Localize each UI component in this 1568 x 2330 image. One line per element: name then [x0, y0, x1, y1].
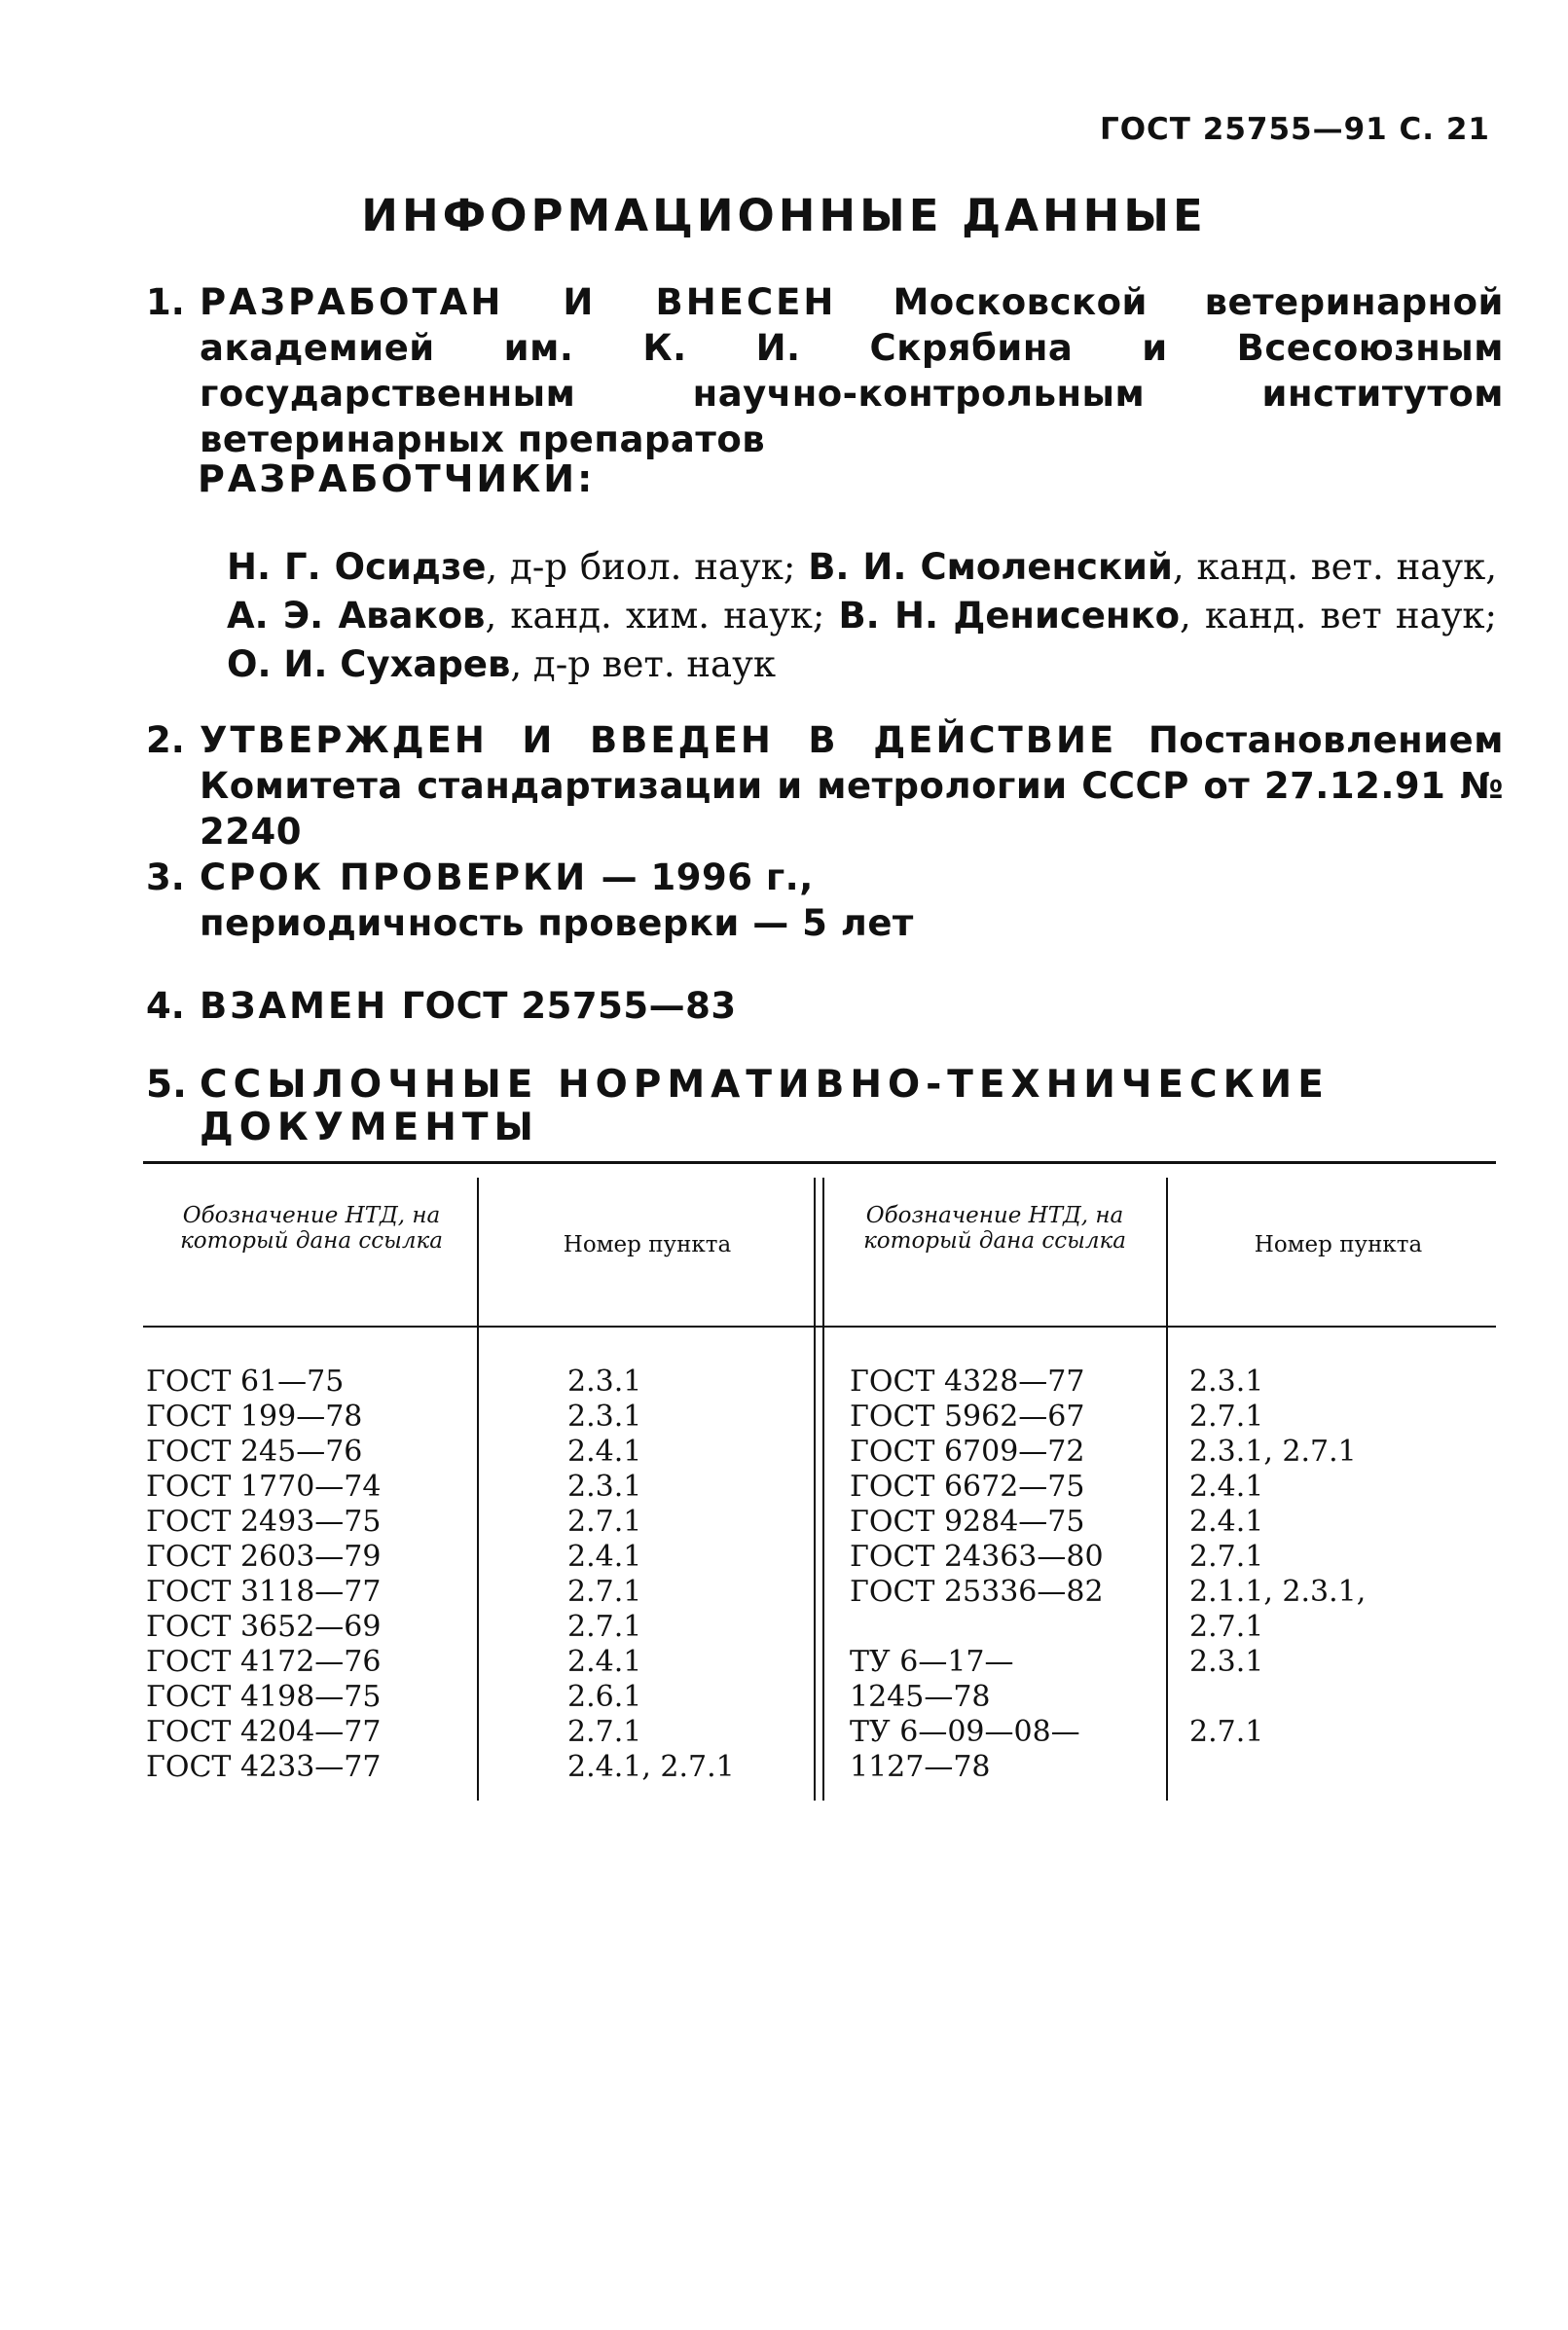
table-cell-point: 2.4.1, 2.7.1: [567, 1750, 735, 1784]
table-divider: [822, 1178, 824, 1801]
table-cell-point: 2.4.1: [1189, 1505, 1264, 1539]
table-cell-point: 2.7.1: [567, 1610, 642, 1644]
table-cell-point: [1189, 1750, 1366, 1785]
item-5-lead: ССЫЛОЧНЫЕ НОРМАТИВНО-ТЕХНИЧЕСКИЕ ДОКУМЕНТЫ: [200, 1063, 1330, 1149]
right-points-column: [1189, 1365, 1366, 1785]
table-cell-ntd: ТУ 6—09—08—: [850, 1715, 1080, 1749]
item-3-number: 3.: [146, 856, 185, 898]
header-point-left: Номер пункта: [563, 1232, 732, 1257]
item-2-number: 2.: [146, 719, 185, 761]
right-docs-column: [850, 1365, 1104, 1785]
table-cell-point: 2.7.1: [1189, 1400, 1264, 1434]
page-header: ГОСТ 25755—91 С. 21: [1099, 112, 1490, 147]
item-1-lead: РАЗРАБОТАН И ВНЕСЕН: [200, 281, 837, 323]
developer-degree: , канд. вет. наук,: [1172, 546, 1498, 588]
header-point-right: Номер пункта: [1254, 1232, 1423, 1257]
table-cell-point: 2.7.1: [567, 1715, 642, 1749]
item-4: [146, 983, 1504, 1029]
developer-degree: , д-р вет. наук: [510, 643, 776, 685]
table-cell-ntd: ГОСТ 2603—79: [146, 1540, 382, 1574]
table-cell-ntd: ГОСТ 3652—69: [146, 1610, 382, 1644]
item-3-lead: СРОК ПРОВЕРКИ: [200, 856, 589, 898]
item-3-text: — 1996 г.,: [588, 856, 814, 898]
table-cell-point: 2.4.1: [1189, 1470, 1264, 1504]
table-header-rule: [143, 1326, 1496, 1328]
table-cell-ntd: ГОСТ 4172—76: [146, 1645, 382, 1679]
table-cell-ntd: ГОСТ 61—75: [146, 1365, 345, 1399]
table-cell-ntd: ГОСТ 1770—74: [146, 1470, 382, 1504]
item-1: [146, 279, 1504, 462]
left-docs-column: [146, 1365, 381, 1785]
item-3: [146, 855, 1504, 946]
item-4-text: ГОСТ 25755—83: [388, 985, 737, 1027]
table-cell-ntd: ГОСТ 6709—72: [850, 1435, 1085, 1469]
table-cell-point: 2.3.1: [1189, 1365, 1264, 1399]
developer-name: О. И. Сухарев: [227, 643, 511, 685]
header-ntd-right: Обозначение НТД, на который дана ссылка: [863, 1203, 1126, 1254]
table-top-rule: [143, 1161, 1496, 1164]
table-cell-ntd: ТУ 6—17—: [850, 1645, 1014, 1679]
table-divider: [1166, 1178, 1168, 1801]
item-4-number: 4.: [146, 985, 185, 1027]
table-cell-ntd: ГОСТ 9284—75: [850, 1505, 1085, 1539]
header-ntd-left: Обозначение НТД, на который дана ссылка: [180, 1203, 443, 1254]
table-cell-ntd: 1245—78: [850, 1680, 991, 1714]
developer-name: В. Н. Денисенко: [838, 595, 1181, 637]
table-cell-point: 2.3.1: [567, 1400, 642, 1434]
table-cell-ntd: ГОСТ 6672—75: [850, 1470, 1085, 1504]
table-cell-ntd: 1127—78: [850, 1750, 991, 1784]
item-1-number: 1.: [146, 281, 185, 323]
table-cell-point: [1189, 1680, 1366, 1715]
table-cell-ntd: [850, 1610, 1104, 1645]
item-3-line2: периодичность проверки — 5 лет: [200, 902, 914, 944]
table-cell-ntd: ГОСТ 5962—67: [850, 1400, 1085, 1434]
table-cell-point: 2.7.1: [567, 1505, 642, 1539]
table-cell-point: 2.3.1, 2.7.1: [1189, 1435, 1357, 1469]
table-cell-point: 2.4.1: [567, 1540, 642, 1574]
developer-degree: , канд. хим. наук;: [485, 595, 839, 637]
item-5: [146, 1064, 1504, 1149]
left-points-column: [567, 1365, 735, 1785]
item-2: [146, 717, 1504, 855]
table-cell-ntd: ГОСТ 199—78: [146, 1400, 363, 1434]
table-cell-ntd: ГОСТ 3118—77: [146, 1575, 382, 1609]
table-cell-point: 2.3.1: [567, 1470, 642, 1504]
table-cell-ntd: ГОСТ 24363—80: [850, 1540, 1104, 1574]
table-divider: [477, 1178, 479, 1801]
table-cell-ntd: ГОСТ 4328—77: [850, 1365, 1085, 1399]
table-cell-ntd: ГОСТ 4204—77: [146, 1715, 382, 1749]
table-cell-point: 2.7.1: [567, 1575, 642, 1609]
table-cell-point: 2.1.1, 2.3.1,: [1189, 1575, 1367, 1609]
table-cell-point: 2.3.1: [567, 1365, 642, 1399]
item-1-text: Московской ветеринарной академией им. К. И. Скрябина и Всесоюзным государственным научно-контрольным институтом ветеринарных препаратов: [200, 281, 1504, 460]
table-cell-ntd: ГОСТ 25336—82: [850, 1575, 1104, 1609]
table-cell-point: 2.3.1: [1189, 1645, 1264, 1679]
table-cell-ntd: ГОСТ 2493—75: [146, 1505, 382, 1539]
table-cell-ntd: ГОСТ 4233—77: [146, 1750, 382, 1784]
table-cell-point: 2.4.1: [567, 1435, 642, 1469]
table-cell-point: 2.7.1: [1189, 1540, 1264, 1574]
item-5-number: 5.: [146, 1063, 187, 1107]
developer-name: Н. Г. Осидзе: [227, 546, 487, 588]
table-cell-point: 2.4.1: [567, 1645, 642, 1679]
developer-degree: , канд. вет наук;: [1180, 595, 1497, 637]
developers-list: [227, 543, 1497, 689]
table-cell-point: 2.6.1: [567, 1680, 642, 1714]
item-4-lead: ВЗАМЕН: [200, 985, 389, 1027]
developer-name: В. И. Смоленский: [808, 546, 1173, 588]
table-divider: [814, 1178, 816, 1801]
table-cell-ntd: ГОСТ 245—76: [146, 1435, 363, 1469]
developer-name: А. Э. Аваков: [227, 595, 486, 637]
section-title: ИНФОРМАЦИОННЫЕ ДАННЫЕ: [361, 190, 1207, 241]
table-cell-ntd: ГОСТ 4198—75: [146, 1680, 382, 1714]
table-cell-point: 2.7.1: [1189, 1610, 1264, 1644]
developers-heading: РАЗРАБОТЧИКИ:: [198, 457, 596, 500]
item-2-text: Постановлением Комитета стандартизации и метрологии СССР от 27.12.91 № 2240: [200, 719, 1504, 853]
table-cell-point: 2.7.1: [1189, 1715, 1264, 1749]
developer-degree: , д-р биол. наук;: [486, 546, 809, 588]
item-2-lead: УТВЕРЖДЕН И ВВЕДЕН В ДЕЙСТВИЕ: [200, 719, 1117, 761]
